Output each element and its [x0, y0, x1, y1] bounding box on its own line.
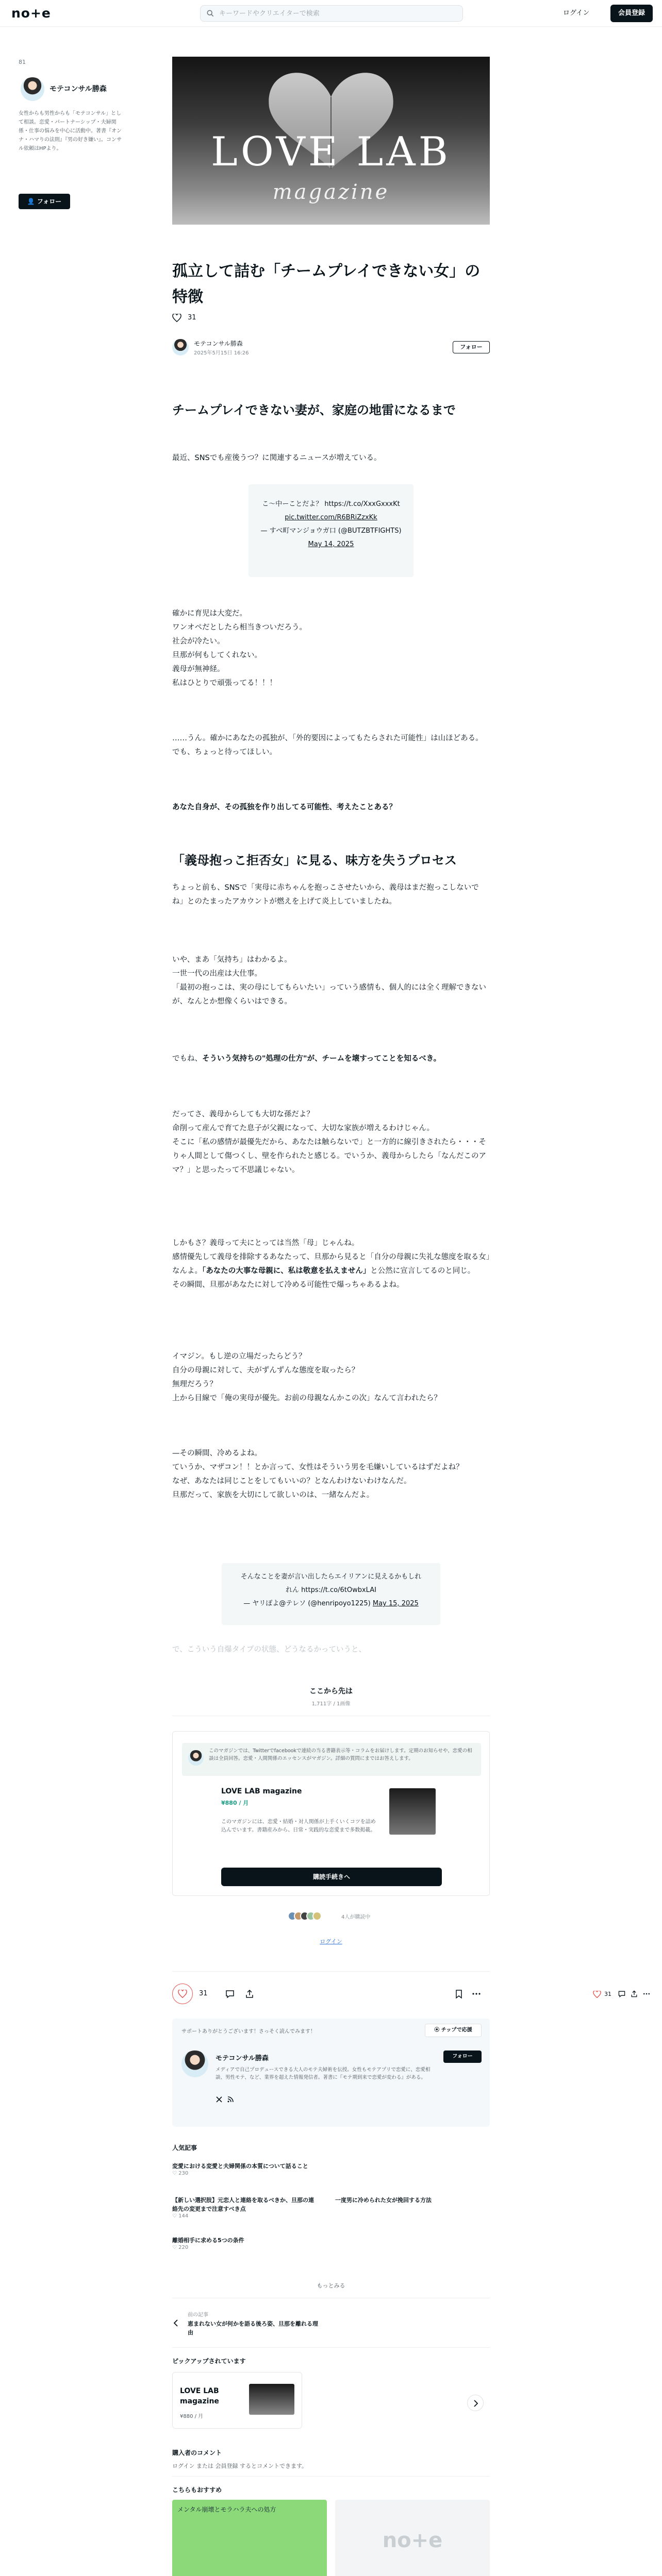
divider: [172, 2347, 490, 2348]
floating-like-count: 31: [604, 1991, 611, 1997]
line: イマジン。もし逆の立場だったらどう？: [172, 1352, 306, 1361]
support-author-bio: メディアで自己プロデュースできる大人のモテ夫婦術を伝授。女性もモテアプリで恋愛に、恋愛相談、男性モテ、など、業界を超えた情報発信者。著書に『モテ期到来で恋愛が変わる』がある。: [216, 2067, 431, 2080]
author-avatar[interactable]: [172, 339, 189, 355]
text: と公然に宣言してるのと同じ。: [370, 1267, 475, 1275]
notice-avatar: [188, 1750, 204, 1766]
popular-item[interactable]: [172, 2162, 327, 2176]
recommend-heading: こちらもおすすめ: [172, 2486, 222, 2494]
tweet-text-2: そんなことを妻が言い出したらエイリアンに見えるかもしれ: [240, 1573, 422, 1581]
divider: [172, 1971, 490, 1972]
paywall-label: ここから先は: [309, 1687, 353, 1696]
tweet-embed-1[interactable]: [249, 484, 413, 577]
magazine-price: ¥880 / 月: [221, 1800, 249, 1806]
support-follow-button[interactable]: フォロー: [443, 2050, 482, 2063]
bold-text: 「あなたの大事な母親に、私は敬意を払えません」: [202, 1267, 371, 1275]
support-author-avatar[interactable]: [181, 2050, 208, 2077]
login-button[interactable]: ログイン: [563, 9, 590, 17]
section-heading-1: チームプレイできない妻が、家庭の地雷になるまで: [172, 403, 456, 417]
line: 「最初の抱っこは、実の母にしてもらいたい」っていう感情も、個人的には全く理解できないが、なんとか想像くらいはできる。: [172, 984, 486, 1006]
coin-icon: ⦿: [434, 2027, 441, 2033]
bold-text: そういう気持ちの"処理の仕方"が、チームを壊すってことを知るべき。: [202, 1055, 441, 1063]
more-icon[interactable]: [471, 1989, 482, 1999]
line: 一世一代の出産は大仕事。: [172, 970, 262, 978]
paragraph-intro: 最近、SNSでも産後うつ？に関連するニュースが増えている。: [172, 454, 382, 462]
person-plus-icon: 👤: [27, 198, 37, 205]
subscriber-count: 4人が購読中: [341, 1914, 371, 1920]
line: その瞬間、旦那があなたに対して冷める可能性で爆っちゃあるよね。: [172, 1281, 404, 1289]
popular-item-likes: ♡ 230: [172, 2171, 189, 2176]
tweet-link-2[interactable]: れん https://t.co/6tOwbxLAI: [286, 1586, 376, 1594]
popular-item[interactable]: [172, 2236, 327, 2250]
paragraph-block-4: [172, 953, 490, 1009]
popular-item-title: 変愛における変愛と夫婦関係の本質について話ること: [172, 2163, 308, 2170]
notice-text: このマガジンでは、Twitterでfacebookで連続の当る書籍表示等・コラムをお届けします。定期のお知らせや、恋愛の相談は全員回答。恋愛・人間関係のエッセンスがマガジン。詳細の質問にまではお答えします。: [209, 1748, 472, 1761]
like-row: [172, 312, 490, 325]
line: 命削って産んで育てた息子が父親になって、大切な家族が増えるわけじゃん。: [172, 1124, 435, 1132]
recommend-thumbnail[interactable]: [335, 2500, 490, 2576]
line: 無理だろう？: [172, 1380, 217, 1388]
popular-likes-value: 220: [178, 2245, 189, 2250]
x-social-icon[interactable]: [216, 2096, 223, 2103]
breadcrumb: 81: [19, 59, 26, 65]
line: 社会が冷たい。: [172, 637, 225, 646]
floating-share-icon[interactable]: [630, 1990, 638, 1998]
popular-item-title: 【新しい選択肢】元恋人と連絡を取るべきか、旦那の連絡先の変更まで注意すべき点: [172, 2197, 314, 2212]
search-icon: [207, 10, 214, 17]
popular-heading: 人気記事: [172, 2144, 197, 2151]
chevron-right-icon: [473, 2400, 478, 2407]
comment-heading: 購入者のコメント: [172, 2449, 222, 2456]
paragraph-block-2: [172, 732, 490, 759]
paragraph-bold-1: あなた自身が、その孤独を作り出してる可能性、考えたことある？: [172, 803, 396, 811]
creator-bio: 女性からも男性からも「モテコンサル」として相談。恋愛・パートナーシップ・夫婦関係・仕事の悩みを中心に活動中。著書『オンナ・ハマりの法則』『男の好き嫌い』。コンサル依頼はHPより。: [19, 111, 122, 151]
line: 自分の母親に対して、夫がずんずんな態度を取ったら？: [172, 1366, 359, 1375]
pickup-thumbnail: [249, 2384, 294, 2415]
line: ワンオペだとしたら相当きついだろう。: [172, 623, 307, 632]
tweet-link-1[interactable]: pic.twitter.com/R6BRiZzxKk: [285, 514, 377, 521]
heart-icon: [178, 1990, 187, 1998]
tweet-date-2[interactable]: May 15, 2025: [372, 1600, 419, 1607]
pickup-heading: ピックアップされています: [172, 2358, 246, 2365]
more-button[interactable]: もっとみる: [317, 2282, 345, 2289]
paragraph-block-1: [172, 607, 490, 690]
paywall-meta: 1,711字 / 1画像: [311, 1701, 351, 1707]
line: 義母が無神経。: [172, 665, 225, 673]
paragraph-block-5: [172, 1052, 490, 1066]
tweet-byline-2: [222, 1597, 440, 1611]
line: しかもさ？義母って夫にとっては当然「母」じゃんね。: [172, 1239, 359, 1247]
tweet-text-1: こ～中ーことだよ？ https://t.co/XxxGxxxKt: [262, 500, 400, 508]
support-prompt: サポートありがとうございます！さっそく読んでみます！: [181, 2029, 316, 2035]
creator-follow-label: フォロー: [37, 198, 62, 205]
popular-likes-value: 144: [178, 2213, 189, 2219]
popular-likes-value: 230: [178, 2171, 189, 2176]
creator-follow-button[interactable]: [19, 194, 70, 209]
magazine-purchase-box: [172, 1731, 490, 1896]
magazine-title[interactable]: LOVE LAB magazine: [221, 1787, 302, 1795]
note-logo[interactable]: no+e: [11, 6, 51, 21]
search-input[interactable]: [219, 6, 456, 21]
line: 私はひとりで頑張ってる！！！: [172, 679, 277, 687]
magazine-description: このマガジンには、恋愛・結婚・対人関係が上手くいくコツを詰め込んでいます。書籍産みから、日常・実践的な恋愛まで多数掲載。: [221, 1819, 376, 1833]
hero-subtitle: magazine: [272, 180, 390, 204]
floating-more-icon[interactable]: [642, 1990, 651, 1998]
line: だってさ、義母からしても大切な孫だよ？: [172, 1110, 314, 1118]
bookmark-icon[interactable]: [454, 1989, 464, 1999]
line: 上から目線で「俺の実母が優先。お前の母親なんかこの次」なんて言われたら？: [172, 1394, 441, 1402]
text: でもね、: [172, 1055, 202, 1063]
recommend-thumbnail[interactable]: [172, 2500, 327, 2576]
prev-article-title: 恵まれない女が何かを語る後ろ姿、旦那を離れる理由: [188, 2320, 318, 2336]
popular-item-likes: ♡ 144: [172, 2213, 189, 2219]
text: 感情優先して義母を排除するあなたって、旦那から見ると「自分の母親に失礼な態度を取る女」なんよ。: [172, 1253, 490, 1275]
pickup-magazine-price: ¥880 / 月: [180, 2414, 204, 2419]
hero-title: LOVE LAB: [211, 129, 451, 175]
comment-login-prompt[interactable]: ログイン または 会員登録 するとコメントできます。: [172, 2463, 308, 2469]
heart-icon[interactable]: [172, 314, 181, 322]
paywall-login-link[interactable]: ログイン: [320, 1938, 342, 1945]
search-box[interactable]: [200, 5, 463, 22]
popular-item[interactable]: [335, 2196, 490, 2205]
magazine-thumbnail: [389, 1788, 436, 1835]
floating-heart-icon[interactable]: [593, 1991, 601, 1998]
carousel-next-button[interactable]: [467, 2395, 484, 2411]
line: でも、ちょっと待ってほしい。: [172, 748, 277, 756]
line: —その瞬間、冷めるよね。: [172, 1449, 262, 1458]
rss-icon[interactable]: [227, 2096, 234, 2103]
prev-article-label: 前の記事: [188, 2312, 208, 2318]
line: 確かに育児は大変だ。: [172, 609, 247, 618]
purchase-button[interactable]: 購読手続きへ: [221, 1868, 442, 1886]
faded-teaser: で、こういう自爆タイプの状態、どうなるかっていうと、: [172, 1646, 366, 1654]
tip-label: チップで応援: [441, 2027, 472, 2033]
popular-item-title: 離婚相手に求める5つの条件: [172, 2237, 244, 2244]
divider: [172, 2476, 490, 2477]
line: ……うん。確かにあなたの孤独が、「外的要因によってもたらされた可能性」は山ほどある。: [172, 734, 483, 742]
bottom-like-count: 31: [199, 1990, 208, 1997]
popular-item-likes: ♡ 220: [172, 2245, 189, 2250]
popular-item[interactable]: [172, 2196, 317, 2219]
line: ていうか、マザコン！！とか言って、女性はそういう男を毛嫌いしているはずだよね？: [172, 1463, 464, 1471]
floating-comment-icon[interactable]: [618, 1990, 626, 1998]
pickup-magazine-title: LOVE LAB magazine: [180, 2387, 219, 2405]
support-card: [172, 2019, 490, 2127]
hero-image: [172, 57, 490, 225]
popular-item-title: 一度男に冷められた女が挽回する方法: [335, 2197, 432, 2204]
top-bar: [0, 0, 662, 27]
signup-button[interactable]: 会員登録: [610, 5, 653, 22]
line: 旦那が何もしてくれない。: [172, 651, 262, 659]
author-follow-button[interactable]: フォロー: [453, 341, 490, 353]
pickup-magazine-card[interactable]: [172, 2372, 302, 2429]
paragraph-block-8: [172, 1350, 490, 1405]
tip-button[interactable]: [425, 2024, 482, 2037]
paragraph-block-6: [172, 1108, 490, 1177]
tweet-author-1: — すべ町マンジョウガ口 (@BUTZBTFIGHTS): [260, 527, 402, 535]
paragraph-block-3: ちょっと前も、SNSで「実母に赤ちゃんを抱っこさせたいから、義母はまだ抱っこしないでね」とのたまったアカウントが燃えを上げて炎上していましたね。: [172, 884, 479, 906]
prev-article-link[interactable]: [172, 2307, 490, 2340]
author-name[interactable]: モテコンサル勝森: [194, 340, 243, 347]
line: 旦那だって、家族を大切にして欲しいのは、一緒なんだよ。: [172, 1491, 374, 1499]
share-icon[interactable]: [244, 1989, 255, 1999]
line: なぜ、あなたは同じことをしてもいいの？となんわけないわけなんだ。: [172, 1477, 411, 1485]
line: いや、まあ「気持ち」はわかるよ。: [172, 956, 292, 964]
section-heading-2: 「義母抱っこ拒否女」に見る、味方を失うプロセス: [172, 853, 457, 868]
creator-avatar[interactable]: [21, 77, 44, 101]
creator-name[interactable]: モテコンサル勝森: [49, 85, 107, 93]
publish-date: 2025年5月15日 16:26: [194, 350, 249, 356]
line: [172, 1250, 490, 1278]
chevron-left-icon: [173, 2319, 178, 2327]
line: そこに「私の感情が最優先だから、あなたは触らないで」と一方的に線引きされたら・・・そりゃ人間として傷つくし、壁を作られたと感じる。でいうか、義母からしたら「なんだこのアマ？」と思ったって不思議じゃない。: [172, 1138, 486, 1174]
paragraph-block-7: [172, 1236, 490, 1292]
tweet-author-2: — ヤリぽよ@テレソ (@henripoyo1225): [243, 1600, 371, 1607]
thumbnail-text: メンタル崩壊とモラハラ夫への処方: [177, 2506, 276, 2513]
note-placeholder-logo: no+e: [382, 2529, 443, 2552]
tweet-date-1[interactable]: May 14, 2025: [308, 540, 354, 548]
article-title: 孤立して詰む「チームプレイできない女」の特徴: [172, 262, 481, 306]
tweet-embed-2[interactable]: [222, 1563, 440, 1625]
like-count: 31: [188, 314, 196, 321]
support-author-name[interactable]: モテコンサル勝森: [216, 2055, 269, 2062]
author-row: [172, 336, 490, 362]
magazine-notice: [182, 1743, 481, 1776]
paragraph-block-9: [172, 1447, 490, 1502]
comment-icon[interactable]: [225, 1989, 235, 1999]
like-button[interactable]: [172, 1984, 193, 2004]
